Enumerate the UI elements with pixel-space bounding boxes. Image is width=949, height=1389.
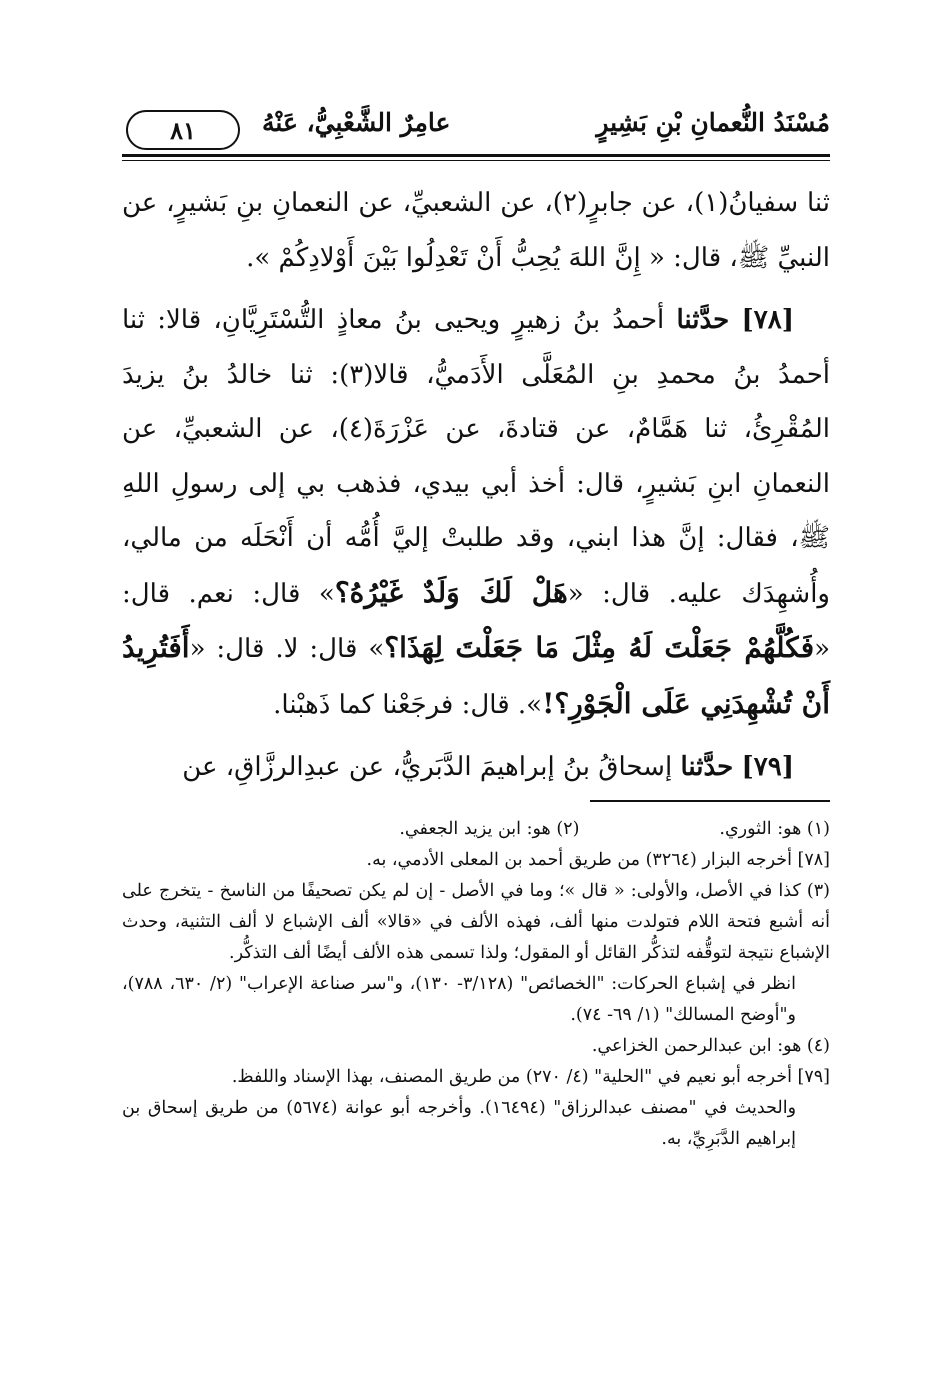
footnote-4: (٤) هو: ابن عبدالرحمن الخزاعي. [591,1036,830,1056]
footnote-79-continued: والحديث في "مصنف عبدالرزاق" (١٦٤٩٤). وأخرجه أبو عوانة (٥٦٧٤) من طريق إسحاق بن إبراهيم الدَّبَرِيِّ، به. [122,1098,797,1149]
running-header [122,108,830,152]
footnote-78: [٧٨] أخرجه البزار (٣٢٦٤) من طريق أحمد بن المعلى الأدمي، به. [366,850,830,870]
hadith-78-quote-3: أَفَتُرِيدُ أَنْ تُشْهِدَنِي عَلَى الْجَوْرِ؟! [122,631,830,720]
hadith-78-quote-1: هَلْ لَكَ وَلَدٌ غَيْرُهُ؟ [334,575,568,609]
hadith-78 [122,293,830,732]
header-chain-title: عامِرٌ الشَّعْبِيُّ، عَنْهُ [262,108,451,137]
footnote-79: [٧٩] أخرجه أبو نعيم في "الحلية" (٤/ ٢٧٠) من طريق المصنف، بهذا الإسناد واللفظ. [231,1067,830,1087]
header-rule-thick [122,154,830,157]
header-rule-thin [122,160,830,161]
paragraph-continuation: ثنا سفيانُ(١)، عن جابرٍ(٢)، عن الشعبيِّ، عن النعمانِ بنِ بَشيرٍ، عن النبيِّ ﷺ، قال: « إِنَّ اللهَ يُحِبُّ أَنْ تَعْدِلُوا بَيْنَ أَوْلادِكُمْ ». [122,188,831,273]
hadith-78-text-mid-2: » قال: لا. قال: « [189,634,385,664]
page-number-badge: ٨١ [126,110,240,150]
hadith-78-quote-2: فَكُلَّهُمْ جَعَلْتَ لَهُ مِثْلَ مَا جَعَلْتَ لِهَذَا؟ [384,631,815,664]
hadith-79-number: [٧٩] [741,752,794,782]
footnote-row-1-2 [122,814,830,845]
hadith-78-number: [٧٨] [741,305,794,335]
hadith-79-haddathana: حدَّثنا [680,752,734,782]
footnote-3-references: انظر في إشباع الحركات: "الخصائص" (٣/١٢٨- ١٣٠)، و"سر صناعة الإعراب" (٢/ ٦٣٠، ٧٨٨)، و"أوضح المسالك" (١/ ٦٩- ٧٤). [122,974,796,1025]
hadith-78-isnad: أحمدُ بنُ زهيرٍ ويحيى بنُ معاذٍ التُّسْتَرِيَّانِ، قالا: ثنا أحمدُ بنُ محمدِ بنِ المُعَلَّى الأَدَميُّ، قالا(٣): ثنا خالدُ بنُ يزيدَ المُقْرِئُ، ثنا هَمَّامٌ، عن قتادةَ، عن عَزْرَةَ(٤)، عن الشعبيِّ، عن النعمانِ ابنِ بَشيرٍ، قال: أخذ أبي بيدي، فذهب بي إلى رسولِ اللهِ ﷺ، فقال: إنَّ هذا ابني، وقد طلبتْ إليَّ أُمُّه أن أَنْحَلَه من مالي، وأُشهِدَك عليه. قال: « [122,305,830,609]
footnote-separator [590,800,830,802]
footnotes [122,814,830,1155]
footnote-1: (١) هو: الثوري. [719,819,830,839]
footnote-2: (٢) هو: ابن يزيد الجعفي. [399,819,580,839]
main-text [122,176,830,795]
footnote-3: (٣) كذا في الأصل، والأولى: « قال »؛ وما في الأصل - إن لم يكن تصحيفًا من الناسخ - يتخرج على أنه أشبع فتحة اللام فتولدت منها ألف، فهذه الألف في «قالا» ألف الإشباع لا ألف التثنية، وحدث الإشباع نتيجة لتوقُّفه لتذكُّر القائل أو المقول؛ ولذا تسمى هذه الألف أيضًا ألف التذكُّر. [122,881,830,963]
hadith-78-text-end: ». قال: فرجَعْنا كما ذَهبْنا. [273,689,543,720]
hadith-79-isnad: إسحاقُ بنُ إبراهيمَ الدَّبَريُّ، عن عبدِالرزَّاقِ، عن [182,752,673,782]
hadith-78-text-mid-1: » قال: نعم. قال: « [122,578,831,664]
hadith-79 [122,740,830,795]
header-musnad-title: مُسْنَدُ النُّعمانِ بْنِ بَشِيرٍ [596,108,830,137]
hadith-78-haddathana: حدَّثنا [676,305,730,335]
